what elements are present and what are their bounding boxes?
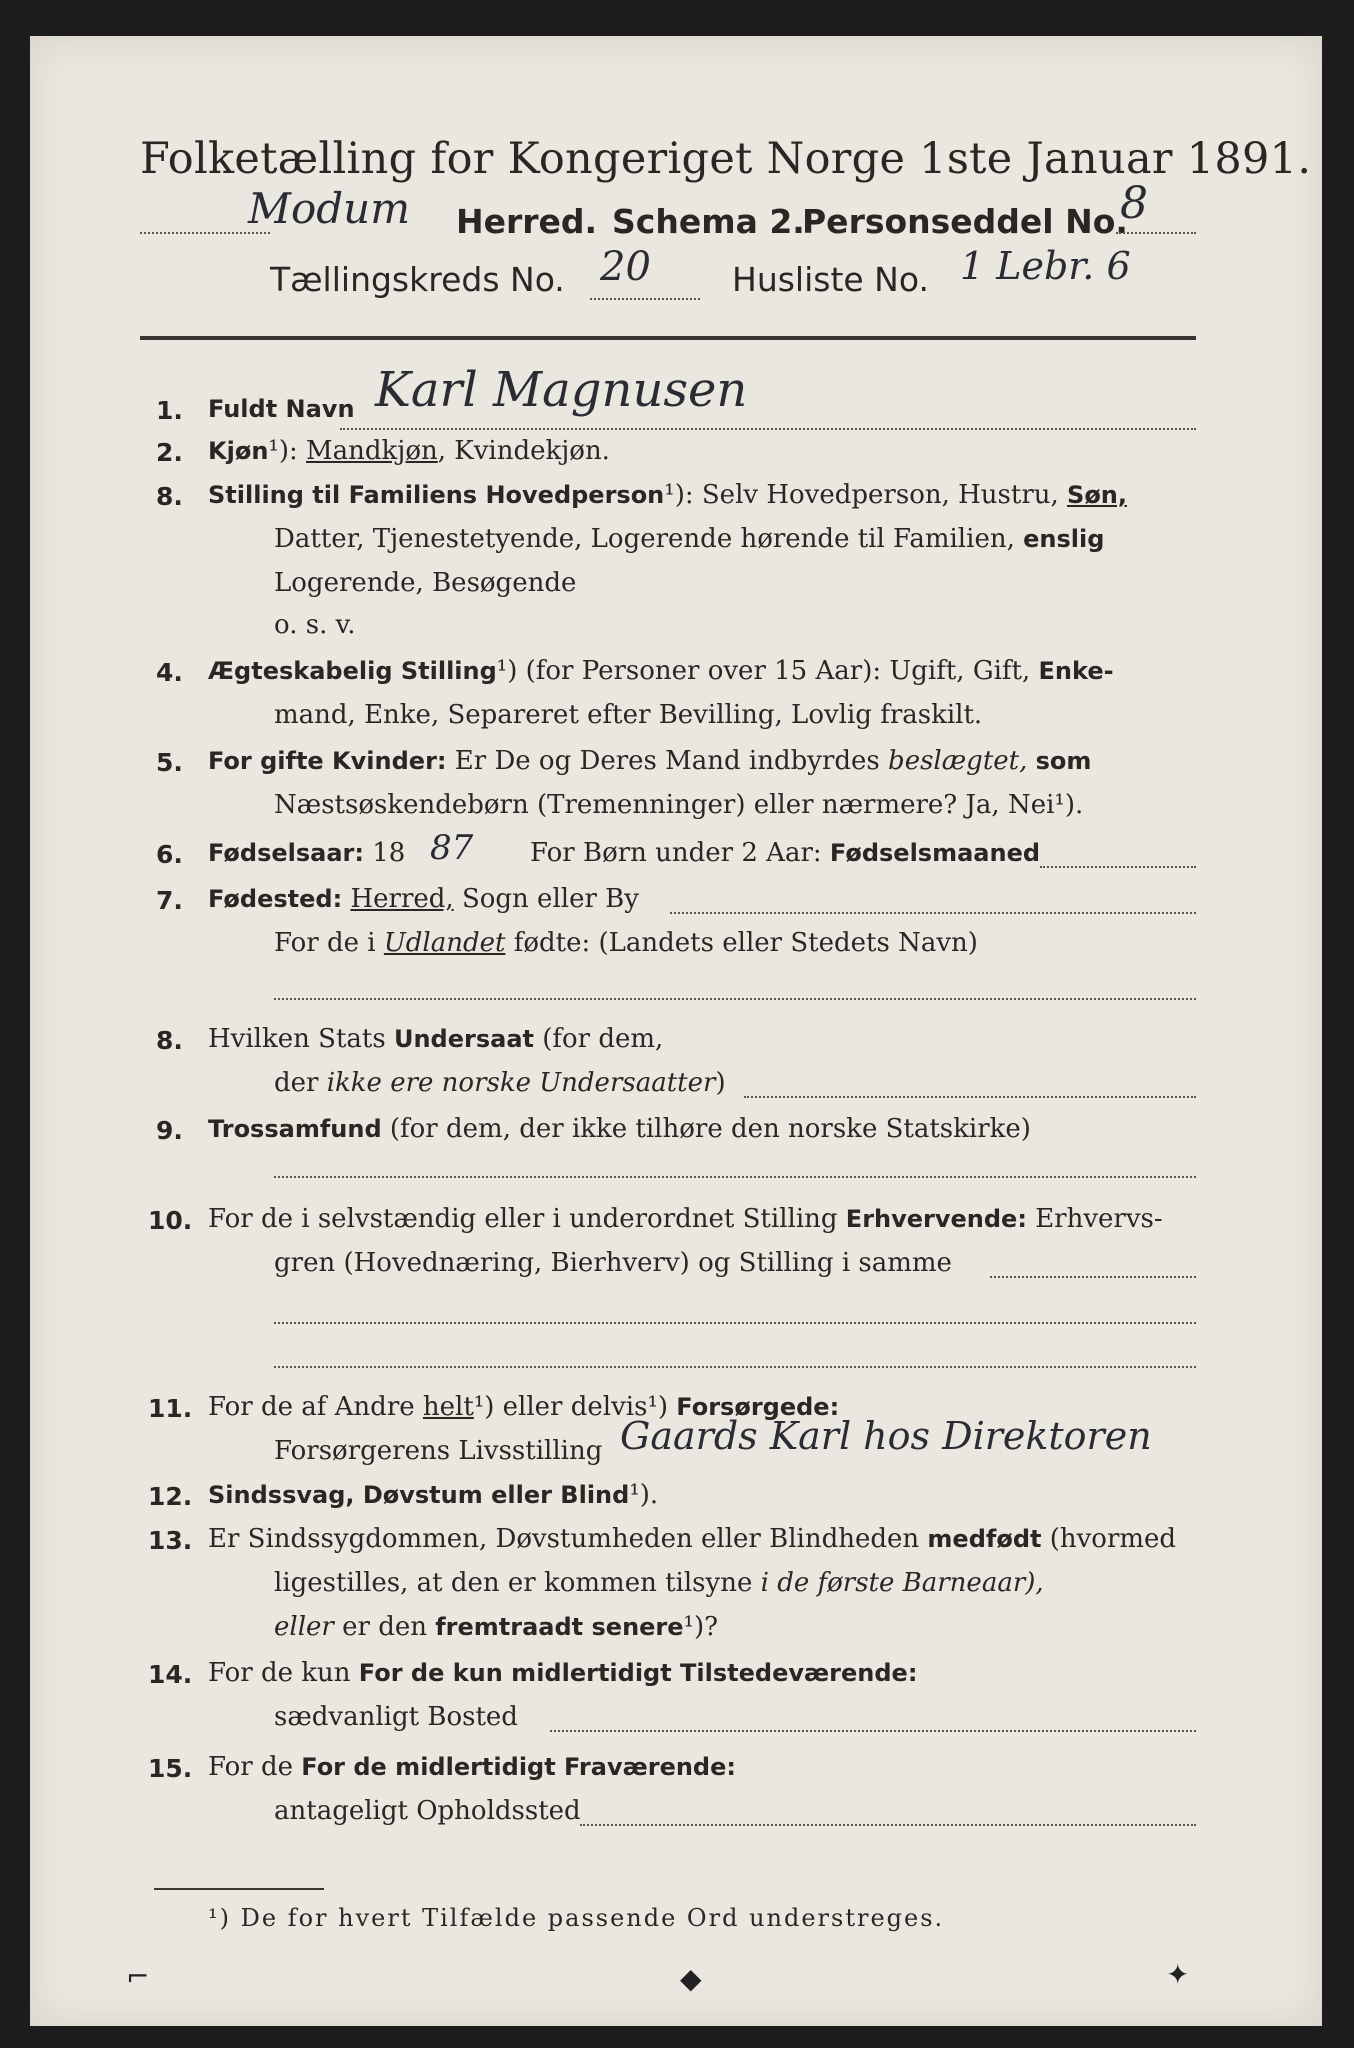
form-title: Folketælling for Kongeriget Norge 1ste Januar 1891. xyxy=(140,134,1312,184)
item-1-label: Fuldt Navn xyxy=(208,395,355,423)
item-10-line-1: For de i selvstændig eller i underordnet Stilling Erhvervende: Erhvervs- xyxy=(208,1204,1163,1234)
item-number: 12. xyxy=(148,1482,193,1511)
selected-option: Søn, xyxy=(1067,481,1128,509)
item-number: 2. xyxy=(156,438,183,467)
item-4-line-2: mand, Enke, Separeret efter Bevilling, Lovlig fraskilt. xyxy=(274,700,983,730)
item-7-line-1: Fødested: Herred, Sogn eller By xyxy=(208,884,639,914)
birthplace-dotline xyxy=(670,912,1196,914)
item-8-line-2: der ikke ere norske Undersaatter) xyxy=(274,1068,726,1098)
item-6-line-2: For Børn under 2 Aar: Fødselsmaaned xyxy=(530,838,1041,868)
item-9-line-1: Trossamfund (for dem, der ikke tilhøre den norske Statskirke) xyxy=(208,1114,1031,1144)
husliste-value: 1 Lebr. 6 xyxy=(960,244,1131,288)
occupation-dotline-3 xyxy=(274,1366,1196,1368)
religion-dotline xyxy=(274,1176,1196,1178)
item-15-line-1: For de For de midlertidigt Fraværende: xyxy=(208,1752,736,1782)
husliste-label: Husliste No. xyxy=(732,260,929,299)
item-number: 7. xyxy=(156,886,183,915)
provider-occupation-value: Gaards Karl hos Direktoren xyxy=(620,1414,1152,1458)
item-3-line-2: Datter, Tjenestetyende, Logerende hørende til Familien, enslig xyxy=(274,524,1105,554)
selected-option: Mandkjøn xyxy=(306,436,438,466)
item-11-line-1: For de af Andre helt¹) eller delvis¹) Forsørgede: xyxy=(208,1392,840,1422)
item-number: 4. xyxy=(156,658,183,687)
occupation-dotline-1 xyxy=(990,1276,1196,1278)
item-number: 8. xyxy=(156,482,183,511)
personseddel-label: Personseddel No. xyxy=(802,202,1128,241)
kreds-label: Tællingskreds No. xyxy=(270,260,565,299)
kreds-dotline xyxy=(590,298,700,300)
header-rule xyxy=(140,336,1196,340)
item-number: 9. xyxy=(156,1116,183,1145)
full-name-value: Karl Magnusen xyxy=(375,362,748,418)
herred-value: Modum xyxy=(248,184,411,233)
herred-label: Herred. xyxy=(456,202,598,241)
item-13-line-1: Er Sindssygdommen, Døvstumheden eller Blindheden medfødt (hvormed xyxy=(208,1524,1177,1554)
residence-dotline xyxy=(550,1730,1196,1732)
item-2-line: Kjøn¹): Mandkjøn, Kvindekjøn. xyxy=(208,436,610,466)
occupation-dotline-2 xyxy=(274,1322,1196,1324)
item-6-label: Fødselsaar: 18 xyxy=(208,838,406,868)
name-dotline xyxy=(340,428,1196,430)
item-number: 14. xyxy=(148,1660,193,1689)
item-3-line-4: o. s. v. xyxy=(274,610,356,640)
item-number: 5. xyxy=(156,748,183,777)
item-14-line-1: For de kun For de kun midlertidigt Tilstedeværende: xyxy=(208,1658,918,1688)
item-14-line-2: sædvanligt Bosted xyxy=(274,1702,518,1732)
registration-mark-left: ⌐ xyxy=(126,1960,150,1993)
item-number: 13. xyxy=(148,1526,193,1555)
personseddel-value: 8 xyxy=(1120,178,1148,229)
whereabouts-dotline xyxy=(580,1824,1196,1826)
item-3-line-1: Stilling til Familiens Hovedperson¹): Selv Hovedperson, Hustru, Søn, xyxy=(208,480,1128,510)
item-15-line-2: antageligt Opholdssted xyxy=(274,1796,581,1826)
item-7-line-2: For de i Udlandet fødte: (Landets eller Stedets Navn) xyxy=(274,928,978,958)
birth-month-dotline xyxy=(1040,866,1196,868)
foreign-birthplace-dotline xyxy=(274,998,1196,1000)
item-13-line-2: ligestilles, at den er kommen tilsyne i de første Barneaar), xyxy=(274,1568,1044,1598)
item-5-line-2: Næstsøskendebørn (Tremenninger) eller nærmere? Ja, Nei¹). xyxy=(274,790,1084,820)
item-number: 11. xyxy=(148,1394,193,1423)
item-number: 15. xyxy=(148,1754,193,1783)
census-form-page xyxy=(30,36,1322,2026)
item-number: 1. xyxy=(156,396,183,425)
personseddel-dotline xyxy=(1116,232,1196,234)
item-11-line-2: Forsørgerens Livsstilling xyxy=(274,1436,603,1466)
registration-mark-center: ◆ xyxy=(680,1962,702,1995)
item-4-line-1: Ægteskabelig Stilling¹) (for Personer over 15 Aar): Ugift, Gift, Enke- xyxy=(208,656,1114,686)
birth-year-value: 87 xyxy=(430,828,474,868)
registration-mark-right: ✦ xyxy=(1166,1958,1190,1991)
item-number: 6. xyxy=(156,840,183,869)
item-12-line: Sindssvag, Døvstum eller Blind¹). xyxy=(208,1480,659,1510)
kreds-value: 20 xyxy=(600,244,651,290)
item-number: 8. xyxy=(156,1026,183,1055)
item-5-line-1: For gifte Kvinder: Er De og Deres Mand indbyrdes beslægtet, som xyxy=(208,746,1092,776)
item-10-line-2: gren (Hovednæring, Bierhverv) og Stilling i samme xyxy=(274,1248,952,1278)
schema-label: Schema 2. xyxy=(612,202,805,241)
footnote: ¹) De for hvert Tilfælde passende Ord understreges. xyxy=(208,1904,945,1932)
citizenship-dotline xyxy=(744,1096,1196,1098)
item-number: 10. xyxy=(148,1206,193,1235)
item-3-line-3: Logerende, Besøgende xyxy=(274,568,577,598)
footnote-rule xyxy=(154,1888,324,1890)
item-8-line-1: Hvilken Stats Undersaat (for dem, xyxy=(208,1024,664,1054)
item-13-line-3: eller er den fremtraadt senere¹)? xyxy=(274,1612,719,1642)
